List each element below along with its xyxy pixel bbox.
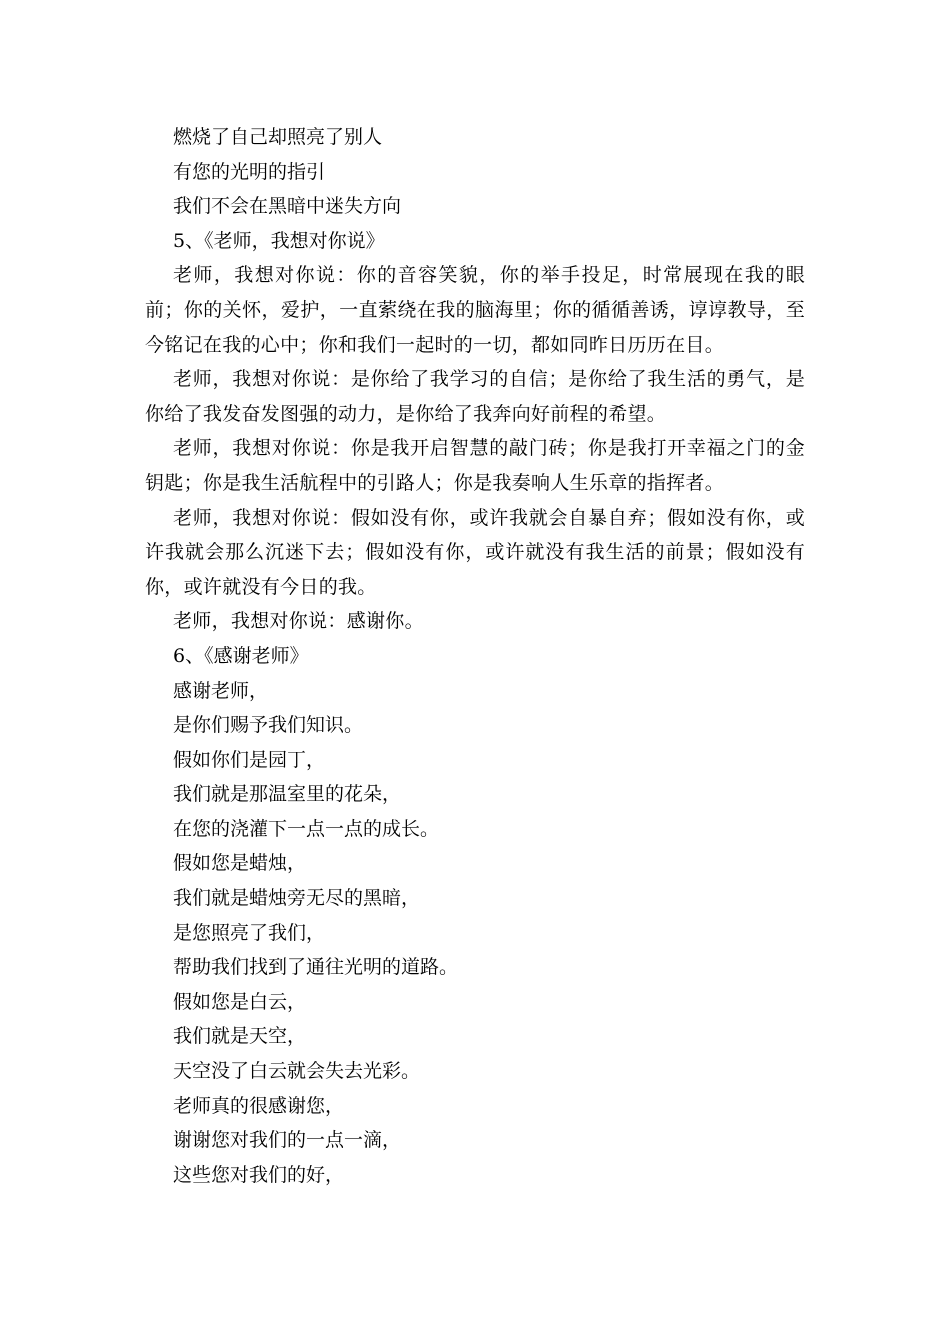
poem-line: 天空没了白云就会失去光彩。 — [173, 1060, 421, 1083]
section-heading-5: 5、《老师，我想对你说》 — [173, 229, 385, 252]
poem-line: 是您照亮了我们， — [173, 921, 326, 944]
poem-line: 帮助我们找到了通往光明的道路。 — [173, 956, 459, 979]
poem-line: 这些您对我们的好， — [173, 1163, 345, 1186]
poem-line: 燃烧了自己却照亮了别人 — [173, 126, 383, 148]
poem-line: 谢谢您对我们的一点一滴， — [173, 1129, 402, 1152]
poem-line: 是你们赐予我们知识。 — [173, 714, 364, 737]
poem-line: 老师真的很感谢您， — [173, 1094, 345, 1117]
paragraph: 老师，我想对你说：你是我开启智慧的敲门砖；你是我打开幸福之门的金钥匙；你是我生活航程中的引路人；你是我奏响人生乐章的指挥者。 — [145, 437, 805, 494]
poem-line: 我们就是那温室里的花朵， — [173, 783, 402, 806]
document-body — [145, 120, 805, 1192]
poem-line: 有您的光明的指引 — [173, 160, 326, 183]
poem-line: 假如你们是园丁， — [173, 748, 326, 771]
poem-line: 在您的浇灌下一点一点的成长。 — [173, 817, 440, 840]
poem-line: 假如您是白云， — [173, 990, 307, 1013]
poem-line: 我们不会在黑暗中迷失方向 — [173, 195, 402, 218]
poem-line: 我们就是蜡烛旁无尽的黑暗， — [173, 887, 421, 910]
poem-line: 感谢老师， — [173, 679, 269, 702]
paragraph: 老师，我想对你说：假如没有你，或许我就会自暴自弃；假如没有你，或许我就会那么沉迷下去；假如没有你，或许就没有我生活的前景；假如没有你，或许就没有今日的我。 — [145, 506, 805, 598]
section-heading-6: 6、《感谢老师》 — [173, 644, 309, 667]
paragraph: 老师，我想对你说：感谢你。 — [173, 610, 424, 633]
poem-line: 我们就是天空， — [173, 1025, 307, 1048]
paragraph: 老师，我想对你说：你的音容笑貌，你的举手投足，时常展现在我的眼前；你的关怀，爱护，一直萦绕在我的脑海里；你的循循善诱，谆谆教导，至今铭记在我的心中；你和我们一起时的一切，都如同昨日历历在目。 — [145, 264, 805, 356]
poem-line: 假如您是蜡烛， — [173, 852, 307, 875]
paragraph: 老师，我想对你说：是你给了我学习的自信；是你给了我生活的勇气，是你给了我发奋发图强的动力，是你给了我奔向好前程的希望。 — [145, 368, 805, 425]
